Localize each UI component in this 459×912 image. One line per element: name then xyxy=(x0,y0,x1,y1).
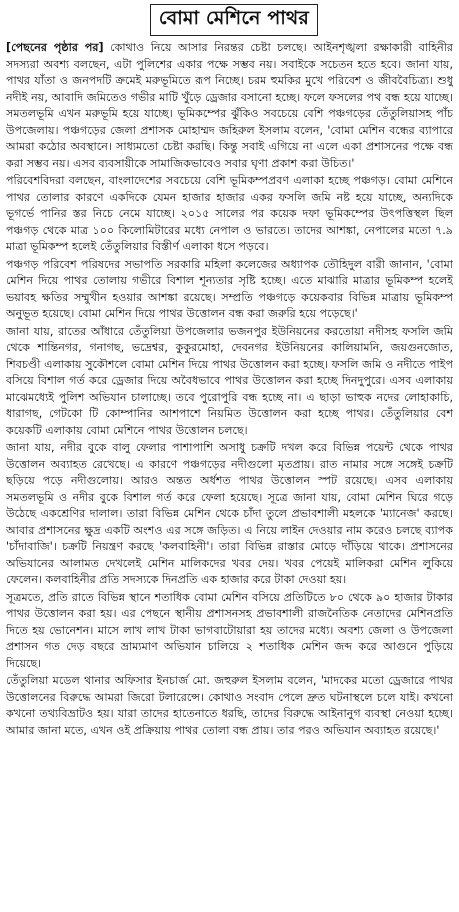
continued-from-label: [পেছনের পৃষ্ঠার পর] xyxy=(6,41,104,54)
paragraph-1-text: কোথাও নিয়ে আসার নিরন্তর চেষ্টা চলছে। আইনশৃঙ্খলা রক্ষাকারী বাহিনীর সদস্যরা অবশ্য বলছেন, এটা পুলিশের একার পক্ষে সম্ভব নয়। সবাইকে সচেতন হতে হবে। জানা যায়, পাথর যাঁতা ও জনপদটি ক্রমেই মরুভূমিতে রূপ নিচ্ছে। চরম হুমকির মুখে পরিবেশ ও জীববৈচিত্র্য। শুধু নদীই নয়, আবাদি জমিতেও গভীর মাটি খুঁড়ে ড্রেজার বসানো হচ্ছে। ফলে ফসলের পথ বন্ধ হয়ে যাচ্ছে। সমতলভূমি এখন মরুভূমি হয়ে যাচ্ছে। ভূমিকম্পের ঝুঁকিও সবচেয়ে বেশি পঞ্চগড়ের তেঁতুলিয়াসহ পাঁচ উপজেলায়। পঞ্চগড়ের জেলা প্রশাসক মোহাম্মদ জহিরুল ইসলাম বলেন, 'বোমা মেশিন বন্ধের ব্যাপারে আমরা কঠোর অবস্থানে। সাধ্যমতো চেষ্টা করছি। কিন্তু সবাই এগিয়ে না এলে একা প্রশাসনের পক্ষে বন্ধ করা সম্ভব নয়। এসব ব্যবসায়ীকে সামাজিকভাবেও সবার ঘৃণা প্রকাশ করা উচিত।' xyxy=(6,41,453,170)
paragraph-4: জানা যায়, রাতের আঁধারে তেঁতুলিয়া উপজেলার ভজনপুর ইউনিয়নের করতোয়া নদীসহ ফসলি জমি থেকে শান্তিনগর, গনাগছ, ভদ্রেশ্বর, কুকুরমোহা, দেবনগর ইউনিয়নের কালিয়ামনি, জয়গুনজোত, শিবচণ্ডী এলাকায় সুকৌশলে বোমা মেশিন দিয়ে পাথর উত্তোলন করা হচ্ছে। ফসলি জমি ও নদীতে পাইপ বসিয়ে বিশাল গর্ত করে ড্রেজার দিয়ে অবৈধভাবে পাথর উত্তোলন করা হচ্ছে দিনদুপুরে। এসব এলাকায় মাঝেমধ্যেই পুলিশ অভিযান চালাচ্ছে। তবে পুরোপুরি বন্ধ হচ্ছে না। এ ছাড়া ভাহুক নদের লোহাকাচি, ধারাগছ, গেটকো টি কোম্পানির আশপাশে নিয়মিত উত্তোলন করা হচ্ছে পাথর। তেঁতুলিয়ার বেশ কয়েকটি এলাকায় বোমা মেশিনে পাথর উত্তোলন চলছে। xyxy=(6,324,453,437)
headline-box xyxy=(150,4,318,36)
paragraph-1 xyxy=(6,40,453,172)
paragraph-7: তেঁতুলিয়া মডেল থানার অফিসার ইনচার্জ মো. জহুরুল ইসলাম বলেন, 'মাদকের মতো ড্রেজারে পাথর উত্তোলনের বিরুদ্ধে আমরা জিরো টলারেন্সে। কোথাও সংবাদ পেলে দ্রুত ঘটনাস্থলে চলে যাই। কখনো কখনো তথ্যবিভ্রাটও হয়। যারা তাদের হাতেনাতে ধরছি, তাদের বিরুদ্ধে আইনানুগ ব্যবস্থা নেওয়া হচ্ছে। আমার জানা মতে, এখন ওই প্রক্রিয়ায় পাথর তোলা বন্ধ প্রায়। তার পরও অভিযান অব্যাহত রয়েছে।' xyxy=(6,674,453,737)
paragraph-2: পরিবেশবিদরা বলছেন, বাংলাদেশের সবচেয়ে বেশি ভূমিকম্পপ্রবণ এলাকা হচ্ছে পঞ্চগড়। বোমা মেশিনে পাথর তোলার কারণে একদিকে যেমন হাজার হাজার একর ফসলি জমি নষ্ট হয়ে যাচ্ছে, অন্যদিকে ভূগর্ভে পানির স্তর নিচে নেমে যাচ্ছে। ২০১৫ সালের পর কয়েক দফা ভূমিকম্পের উৎপত্তিস্থল ছিল পঞ্চগড় থেকে মাত্র ১০০ কিলোমিটারের মধ্যে নেপাল ও ভারতে। তাদের আশঙ্কা, নেপালের মতো ৭.৯ মাত্রা ভূমিকম্প হলেই তেঁতুলিয়ার বিস্তীর্ণ এলাকা ধসে পড়বে। xyxy=(6,174,453,253)
paragraph-3: পঞ্চগড় পরিবেশ পরিষদের সভাপতি সরকারি মহিলা কলেজের অধ্যাপক তৌহিদুল বারী জানান, 'বোমা মেশিন দিয়ে পাথর তোলায় গভীরে বিশাল শূন্যতার সৃষ্টি হচ্ছে। এতে মাঝারি মাত্রার ভূমিকম্প হলেই ভয়াবহ ক্ষতির সম্মুখীন হওয়ার আশঙ্কা রয়েছে। সম্প্রতি পঞ্চগড়ে কয়েকবার বিভিন্ন মাত্রায় ভূমিকম্প অনুভূত হয়েছে। বোমা মেশিন দিয়ে পাথর উত্তোলন বন্ধ করা জরুরি হয়ে পড়েছে।' xyxy=(6,257,453,320)
article-body xyxy=(6,40,453,908)
paragraph-6: সূত্রমতে, প্রতি রাতে বিভিন্ন স্থানে শতাধিক বোমা মেশিন বসিয়ে প্রতিটিতে ৮০ থেকে ৯০ হাজার টাকার পাথর উত্তোলন করা হয়। এর পেছনে স্থানীয় প্রশাসনসহ প্রভাবশালী রাজনৈতিক নেতাদের মেশিনপ্রতি দিতে হয় ভোনেশন। মাসে লাখ লাখ টাকা ভাগবাটোয়ারা হয় তাদের মধ্যে। অবশ্য জেলা ও উপজেলা প্রশাসন গত দেড় বছরে ভ্রাম্যমাণ অভিযান চালিয়ে ২ শতাধিক মেশিন জব্দ করে আগুনে পুড়িয়ে দিয়েছে। xyxy=(6,590,453,670)
headline: বোমা মেশিনে পাথর xyxy=(158,7,310,29)
paragraph-5: জানা যায়, নদীর বুকে বালু ফেলার পাশাপাশি অসাধু চক্রটি দখল করে বিভিন্ন পয়েন্ট থেকে পাথর উত্তোলন অব্যাহত রেখেছে। এ কারণে পঞ্চগড়ের নদীগুলো মৃতপ্রায়। রাত নামার সঙ্গে সঙ্গেই চক্রটি ছড়িয়ে পড়ে নদীগুলোয়। আরও অন্তত অর্ধশত পাথর উত্তোলন স্পট রয়েছে। এসব এলাকায় সমতলভূমি ও নদীর বুকে বিশাল গর্ত করে ফেলা হয়েছে। সূত্রে জানা যায়, বোমা মেশিন ঘিরে গড়ে উঠেছে একশ্রেণির দালাল। তারা বিভিন্ন মেশিন থেকে চাঁদা তুলে প্রভাবশালী মহলকে 'ম্যানেজ' করছে। আবার প্রশাসনের ক্ষুদ্র একটি অংশও এর সঙ্গে জড়িত। এ নিয়ে লাইন দেওয়ার নাম করেও চলছে ব্যাপক 'চাঁদাবাজি'। চক্রটি নিয়ন্ত্রণ করছে 'কলবাহিনী'। তারা বিভিন্ন রাস্তার মোড়ে দাঁড়িয়ে থাকে। প্রশাসনের অভিযানের আলামত দেখলেই মেশিন মালিকদের খবর দেয়। খবর পেয়েই মালিকরা মেশিন লুকিয়ে ফেলেন। কলবাহিনীর প্রতি সদস্যকে দিনপ্রতি এক হাজার করে টাকা দেওয়া হয়। xyxy=(6,441,453,586)
